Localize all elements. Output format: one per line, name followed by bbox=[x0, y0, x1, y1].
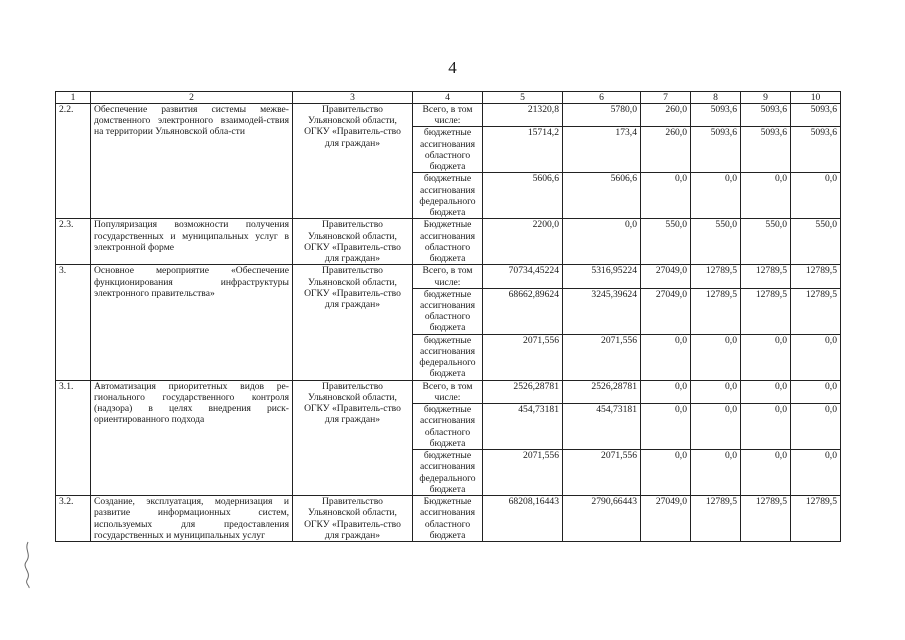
executor: Правительство Ульяновской области, ОГКУ «Правитель-ство для граждан» bbox=[293, 219, 413, 265]
value-cell: 0,0 bbox=[741, 404, 791, 450]
value-cell: 0,0 bbox=[641, 450, 691, 496]
value-cell: 5093,6 bbox=[691, 127, 741, 173]
value-cell: 5093,6 bbox=[791, 127, 841, 173]
value-cell: 27049,0 bbox=[641, 265, 691, 288]
value-cell: 2071,556 bbox=[563, 450, 641, 496]
value-cell: 68662,89624 bbox=[483, 288, 563, 334]
page-number: 4 bbox=[448, 58, 457, 77]
executor: Правительство Ульяновской области, ОГКУ «Правитель-ство для граждан» bbox=[293, 265, 413, 380]
value-cell: 27049,0 bbox=[641, 496, 691, 542]
value-cell: 0,0 bbox=[691, 173, 741, 219]
header-cell: 6 bbox=[563, 92, 641, 104]
value-cell: 0,0 bbox=[641, 404, 691, 450]
value-cell: 5606,6 bbox=[483, 173, 563, 219]
value-cell: 5093,6 bbox=[741, 104, 791, 127]
row-number: 3. bbox=[56, 265, 91, 380]
table-row bbox=[56, 104, 841, 127]
table-row bbox=[56, 219, 841, 265]
funding-source: бюджетные ассигнования федерального бюджета bbox=[413, 334, 483, 380]
value-cell: 2200,0 bbox=[483, 219, 563, 265]
value-cell: 0,0 bbox=[741, 173, 791, 219]
value-cell: 5316,95224 bbox=[563, 265, 641, 288]
value-cell: 2071,556 bbox=[483, 334, 563, 380]
value-cell: 0,0 bbox=[691, 380, 741, 403]
budget-table bbox=[55, 91, 841, 542]
activity-name: Автоматизация приоритетных видов ре-гионального государственного контроля (надзора) в целях внедрения риск-ориентированного подхода bbox=[91, 380, 293, 495]
header-cell: 5 bbox=[483, 92, 563, 104]
value-cell: 0,0 bbox=[691, 450, 741, 496]
value-cell: 0,0 bbox=[741, 380, 791, 403]
value-cell: 550,0 bbox=[791, 219, 841, 265]
value-cell: 550,0 bbox=[641, 219, 691, 265]
value-cell: 5093,6 bbox=[741, 127, 791, 173]
table-row bbox=[56, 380, 841, 403]
value-cell: 173,4 bbox=[563, 127, 641, 173]
funding-source: Бюджетные ассигнования областного бюджета bbox=[413, 219, 483, 265]
value-cell: 12789,5 bbox=[741, 496, 791, 542]
value-cell: 12789,5 bbox=[691, 496, 741, 542]
value-cell: 12789,5 bbox=[791, 288, 841, 334]
value-cell: 0,0 bbox=[691, 404, 741, 450]
header-cell: 3 bbox=[293, 92, 413, 104]
value-cell: 3245,39624 bbox=[563, 288, 641, 334]
header-cell: 7 bbox=[641, 92, 691, 104]
value-cell: 454,73181 bbox=[483, 404, 563, 450]
value-cell: 12789,5 bbox=[741, 288, 791, 334]
value-cell: 68208,16443 bbox=[483, 496, 563, 542]
value-cell: 21320,8 bbox=[483, 104, 563, 127]
funding-source: Всего, в том числе: bbox=[413, 380, 483, 403]
row-number: 2.3. bbox=[56, 219, 91, 265]
funding-source: бюджетные ассигнования областного бюджета bbox=[413, 288, 483, 334]
value-cell: 0,0 bbox=[741, 334, 791, 380]
value-cell: 70734,45224 bbox=[483, 265, 563, 288]
value-cell: 12789,5 bbox=[741, 265, 791, 288]
value-cell: 2526,28781 bbox=[483, 380, 563, 403]
header-cell: 8 bbox=[691, 92, 741, 104]
activity-name: Популяризация возможности получения государственных и муниципальных услуг в электронной форме bbox=[91, 219, 293, 265]
funding-source: бюджетные ассигнования федерального бюджета bbox=[413, 450, 483, 496]
value-cell: 0,0 bbox=[791, 334, 841, 380]
header-cell: 1 bbox=[56, 92, 91, 104]
value-cell: 2526,28781 bbox=[563, 380, 641, 403]
activity-name: Основное мероприятие «Обеспечение функционирования инфраструктуры электронного правительства» bbox=[91, 265, 293, 380]
executor: Правительство Ульяновской области, ОГКУ «Правитель-ство для граждан» bbox=[293, 380, 413, 495]
value-cell: 0,0 bbox=[791, 450, 841, 496]
header-cell: 9 bbox=[741, 92, 791, 104]
value-cell: 5093,6 bbox=[691, 104, 741, 127]
value-cell: 0,0 bbox=[791, 380, 841, 403]
value-cell: 27049,0 bbox=[641, 288, 691, 334]
activity-name: Создание, эксплуатация, модернизация и развитие информационных систем, используемых для предоставления государственных и муниципальных услуг bbox=[91, 496, 293, 542]
value-cell: 0,0 bbox=[563, 219, 641, 265]
table-row bbox=[56, 496, 841, 542]
value-cell: 2071,556 bbox=[483, 450, 563, 496]
funding-source: Всего, в том числе: bbox=[413, 104, 483, 127]
value-cell: 2790,66443 bbox=[563, 496, 641, 542]
funding-source: Бюджетные ассигнования областного бюджета bbox=[413, 496, 483, 542]
handwritten-signature bbox=[20, 540, 36, 590]
row-number: 3.1. bbox=[56, 380, 91, 495]
header-cell: 10 bbox=[791, 92, 841, 104]
value-cell: 0,0 bbox=[741, 450, 791, 496]
value-cell: 5606,6 bbox=[563, 173, 641, 219]
value-cell: 260,0 bbox=[641, 104, 691, 127]
value-cell: 12789,5 bbox=[691, 288, 741, 334]
funding-source: бюджетные ассигнования областного бюджета bbox=[413, 127, 483, 173]
value-cell: 0,0 bbox=[641, 334, 691, 380]
value-cell: 12789,5 bbox=[791, 496, 841, 542]
funding-source: бюджетные ассигнования федерального бюджета bbox=[413, 173, 483, 219]
value-cell: 260,0 bbox=[641, 127, 691, 173]
header-row bbox=[56, 92, 841, 104]
funding-source: Всего, в том числе: bbox=[413, 265, 483, 288]
value-cell: 550,0 bbox=[741, 219, 791, 265]
table-row bbox=[56, 265, 841, 288]
value-cell: 12789,5 bbox=[791, 265, 841, 288]
funding-source: бюджетные ассигнования областного бюджета bbox=[413, 404, 483, 450]
value-cell: 550,0 bbox=[691, 219, 741, 265]
executor: Правительство Ульяновской области, ОГКУ «Правитель-ство для граждан» bbox=[293, 496, 413, 542]
activity-name: Обеспечение развития системы межве-домственного электронного взаимодей-ствия на территории Ульяновской обла-сти bbox=[91, 104, 293, 219]
header-cell: 4 bbox=[413, 92, 483, 104]
executor: Правительство Ульяновской области, ОГКУ «Правитель-ство для граждан» bbox=[293, 104, 413, 219]
header-cell: 2 bbox=[91, 92, 293, 104]
value-cell: 454,73181 bbox=[563, 404, 641, 450]
row-number: 3.2. bbox=[56, 496, 91, 542]
value-cell: 12789,5 bbox=[691, 265, 741, 288]
value-cell: 0,0 bbox=[641, 173, 691, 219]
row-number: 2.2. bbox=[56, 104, 91, 219]
value-cell: 0,0 bbox=[691, 334, 741, 380]
value-cell: 15714,2 bbox=[483, 127, 563, 173]
value-cell: 2071,556 bbox=[563, 334, 641, 380]
value-cell: 5780,0 bbox=[563, 104, 641, 127]
value-cell: 0,0 bbox=[791, 404, 841, 450]
value-cell: 0,0 bbox=[791, 173, 841, 219]
value-cell: 5093,6 bbox=[791, 104, 841, 127]
value-cell: 0,0 bbox=[641, 380, 691, 403]
